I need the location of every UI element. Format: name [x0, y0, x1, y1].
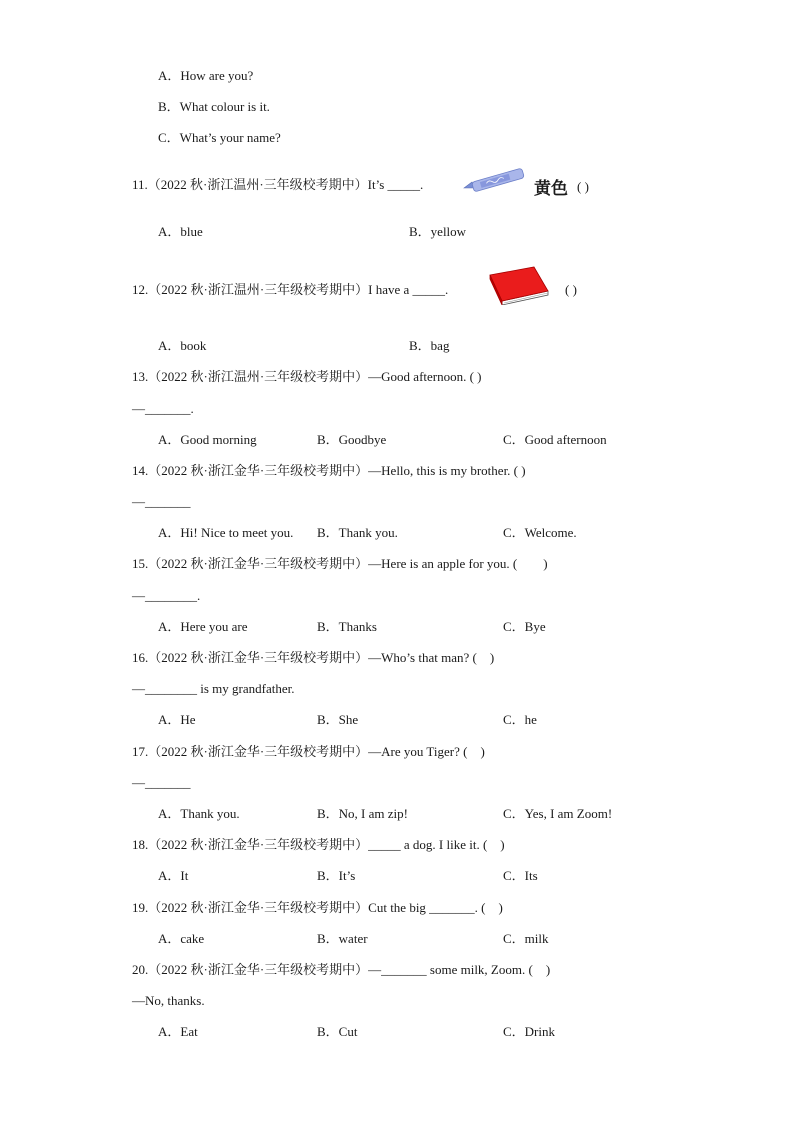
option-a: A．It: [158, 868, 189, 883]
option-c: C．Bye: [503, 619, 546, 634]
option-b: B．It’s: [317, 868, 356, 883]
option-b: B．Goodbye: [317, 432, 387, 447]
option-c: C．Drink: [503, 1024, 556, 1039]
option-c: C．Welcome.: [503, 525, 577, 540]
answer-paren: ( ): [565, 282, 577, 297]
option-a: A．book: [158, 338, 207, 353]
option-a: A．Good morning: [158, 432, 257, 447]
question-11-stem: 11.（2022 秋·浙江温州·三年级校考期中）It’s _____.: [132, 177, 424, 192]
book-icon: [488, 265, 552, 305]
option-c: C．What’s your name?: [158, 130, 281, 145]
option-a: A．Here you are: [158, 619, 248, 634]
question-19-stem: 19.（2022 秋·浙江金华·三年级校考期中）Cut the big _______. ( ): [132, 900, 503, 915]
question-13-stem: 13.（2022 秋·浙江温州·三年级校考期中）—Good afternoon. ( ): [132, 369, 482, 384]
option-b: B．Thanks: [317, 619, 377, 634]
color-label: 黄色: [534, 179, 568, 199]
option-b: B．bag: [409, 338, 450, 353]
option-a: A．cake: [158, 931, 205, 946]
answer-line: —No, thanks.: [132, 993, 205, 1008]
option-b: B．She: [317, 712, 359, 727]
option-b: B．What colour is it.: [158, 99, 270, 114]
option-b: B．No, I am zip!: [317, 806, 408, 821]
question-12-stem: 12.（2022 秋·浙江温州·三年级校考期中）I have a _____.: [132, 282, 449, 297]
answer-line: —_______: [132, 775, 191, 790]
answer-line: —_______: [132, 494, 191, 509]
answer-paren: ( ): [577, 179, 589, 194]
question-18-stem: 18.（2022 秋·浙江金华·三年级校考期中）_____ a dog. I like it. ( ): [132, 837, 505, 852]
option-b: B．Thank you.: [317, 525, 398, 540]
option-c: C．Its: [503, 868, 538, 883]
answer-line: —________ is my grandfather.: [132, 681, 295, 696]
question-14-stem: 14.（2022 秋·浙江金华·三年级校考期中）—Hello, this is my brother. ( ): [132, 463, 526, 478]
option-a: A．He: [158, 712, 196, 727]
question-15-stem: 15.（2022 秋·浙江金华·三年级校考期中）—Here is an apple for you. ( ): [132, 556, 548, 571]
option-c: C．he: [503, 712, 537, 727]
answer-line: —_______.: [132, 401, 194, 416]
option-a: A．How are you?: [158, 68, 254, 83]
question-17-stem: 17.（2022 秋·浙江金华·三年级校考期中）—Are you Tiger? ( ): [132, 744, 485, 759]
question-20-stem: 20.（2022 秋·浙江金华·三年级校考期中）—_______ some milk, Zoom. ( ): [132, 962, 551, 977]
option-c: C．Good afternoon: [503, 432, 607, 447]
option-b: B．Cut: [317, 1024, 358, 1039]
option-a: A．blue: [158, 224, 203, 239]
question-16-stem: 16.（2022 秋·浙江金华·三年级校考期中）—Who’s that man? ( ): [132, 650, 495, 665]
option-c: C．milk: [503, 931, 549, 946]
option-a: A．Thank you.: [158, 806, 240, 821]
crayon-icon: [460, 166, 528, 194]
option-c: C．Yes, I am Zoom!: [503, 806, 613, 821]
option-a: A．Eat: [158, 1024, 198, 1039]
option-b: B．water: [317, 931, 368, 946]
option-a: A．Hi! Nice to meet you.: [158, 525, 294, 540]
answer-line: —________.: [132, 588, 201, 603]
option-b: B．yellow: [409, 224, 467, 239]
